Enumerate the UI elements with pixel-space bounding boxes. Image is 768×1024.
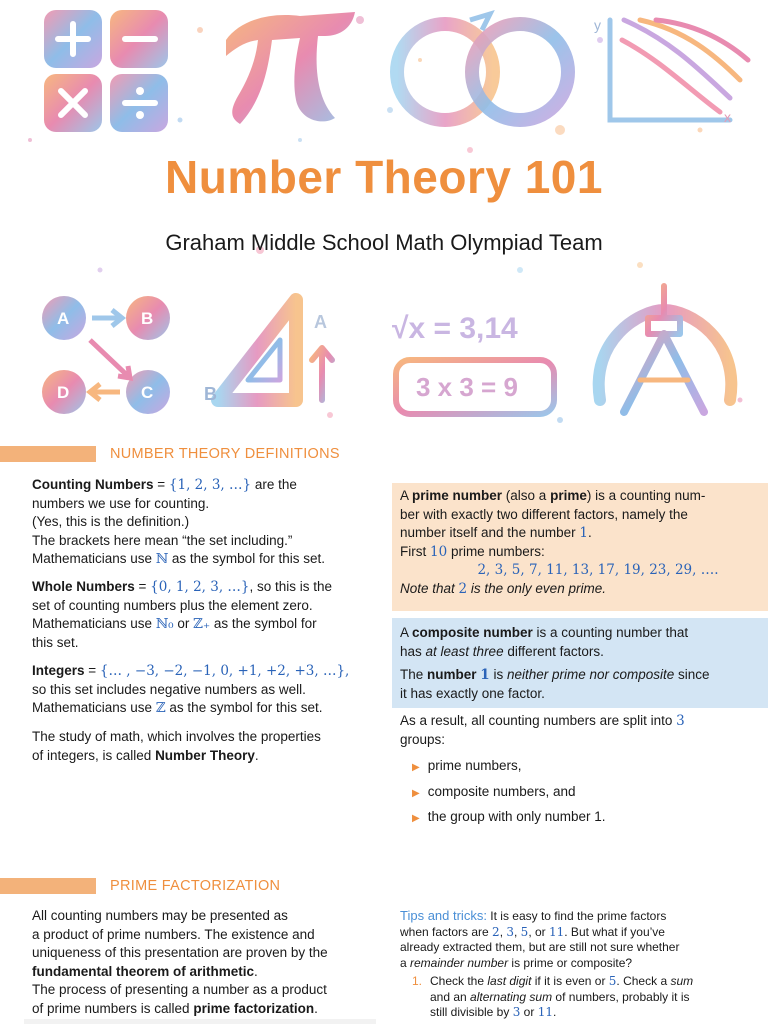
page-title: Number Theory 101 bbox=[165, 151, 603, 203]
tips-and-tricks: Tips and tricks: It is easy to find the prime factors when factors are 2, 3, 5, or 11. But what if you’ve already extracted them, but are still not sure whether a remainder number is prime or composite? 1. Check the last digit if it is even or 5. Check a sum and an alternating sum of numbers, probably it is still divisible by 3 or 11. bbox=[400, 908, 766, 1021]
node-d-label: D bbox=[57, 383, 70, 402]
list-item: 1. Check the last digit if it is even or 5. Check a sum and an alternating sum of numbers, probably it is still divisible by 3 or 11. bbox=[412, 974, 694, 1019]
node-b-label: B bbox=[141, 309, 154, 328]
section-bar-definitions bbox=[0, 446, 96, 462]
list-item: ▶ the group with only number 1. bbox=[412, 809, 606, 824]
node-c-label: C bbox=[141, 383, 154, 402]
section-title-factorization: PRIME FACTORIZATION bbox=[110, 878, 281, 894]
number-groups-list bbox=[412, 754, 762, 831]
calculator-keys-icon bbox=[44, 10, 168, 132]
section-bar-factorization bbox=[0, 878, 96, 894]
pi-icon bbox=[226, 12, 355, 124]
prime-number-definition: A prime number (also a prime) is a counting num- ber with exactly two different factors, namely the number itself and the number 1. First 10 prime numbers: 2, 3, 5, 7, 11, 13, 17, 19, 23, 29, …. Note that 2 is the only even prime. bbox=[400, 488, 719, 597]
header-artwork bbox=[0, 0, 768, 432]
counting-numbers-definition: Counting Numbers = {1, 2, 3, …} are the numbers we use for counting. (Yes, this is the definition.) The brackets here mean “the set including.” Mathematicians use ℕ as the symbol for this set. bbox=[32, 477, 325, 567]
triangle-b-label: B bbox=[204, 384, 217, 404]
triangle-a-label: A bbox=[314, 312, 327, 332]
list-item: ▶ prime numbers, bbox=[412, 758, 522, 773]
footer-strip bbox=[24, 1019, 376, 1024]
composite-number-definition: A composite number is a counting number that has at least three different factors. The number 1 is neither prime nor composite since it has exactly one factor. bbox=[400, 625, 710, 701]
whole-numbers-definition: Whole Numbers = {0, 1, 2, 3, …}, so this is the set of counting numbers plus the element zero. Mathematicians use ℕ₀ or ℤ₊ as the symbol for this set. bbox=[32, 579, 333, 650]
number-theory-definition: The study of math, which involves the properties of integers, is called Number Theory. bbox=[32, 729, 321, 763]
tips-label: Tips and tricks: bbox=[400, 908, 487, 923]
compass-icon bbox=[599, 286, 732, 412]
prime-factorization-text: All counting numbers may be presented as a product of prime numbers. The existence and uniqueness of this presentation are proven by the fundamental theorem of arithmetic. The process of presenting a number as a product of prime numbers is called prime factorization. bbox=[32, 908, 328, 1016]
multiplication-formula: 3 x 3 = 9 bbox=[416, 372, 518, 402]
page-subtitle: Graham Middle School Math Olympiad Team bbox=[165, 230, 603, 255]
section-title-definitions: NUMBER THEORY DEFINITIONS bbox=[110, 446, 340, 462]
list-item: ▶ composite numbers, and bbox=[412, 783, 576, 799]
graph-curves-icon bbox=[610, 20, 748, 120]
first-ten-primes-list: 2, 3, 5, 7, 11, 13, 17, 19, 23, 29, …. bbox=[477, 562, 719, 578]
number-groups-summary: As a result, all counting numbers are split into 3 groups: bbox=[400, 713, 685, 747]
sqrt-formula: √x = 3,14 bbox=[392, 312, 518, 345]
axis-x-label: x bbox=[724, 109, 731, 125]
integers-definition: Integers = {… , −3, −2, −1, 0, +1, +2, +3, …}, so this set includes negative numbers as well. Mathematicians use ℤ as the symbol for this set. bbox=[32, 663, 350, 716]
axis-y-label: y bbox=[594, 17, 601, 33]
venn-diagram-icon bbox=[397, 14, 568, 120]
node-a-label: A bbox=[57, 309, 70, 328]
